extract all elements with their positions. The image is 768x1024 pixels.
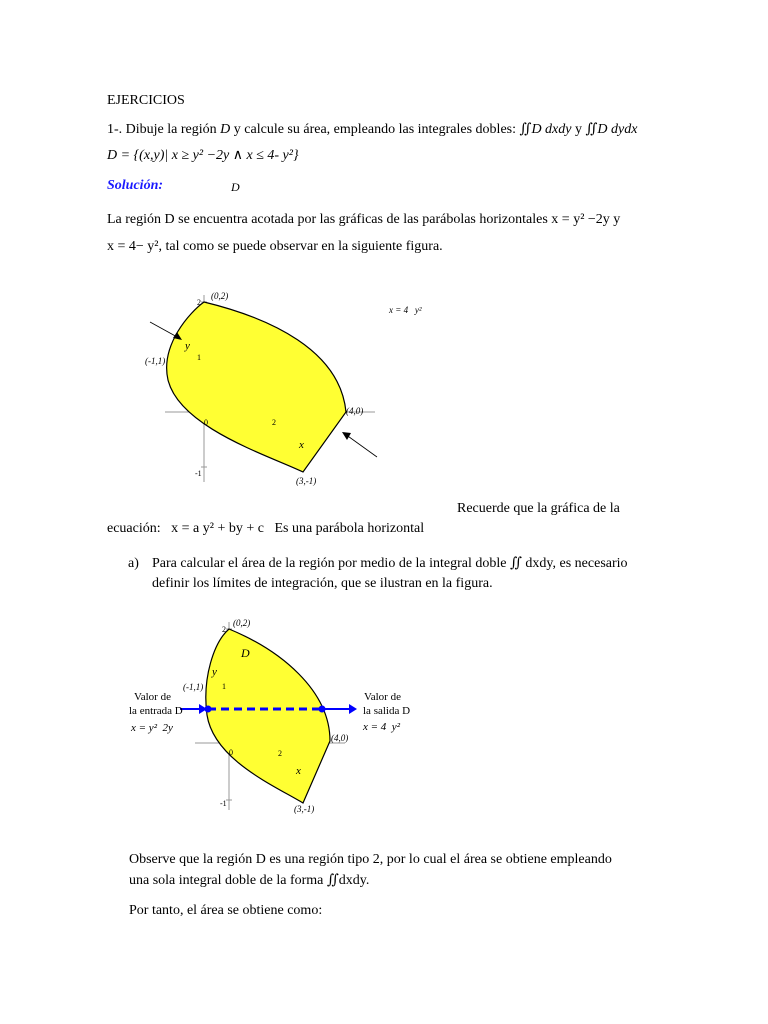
fig2-exit-line3: x = 4 y² [363,721,400,733]
fig2-label-d: D [241,646,250,660]
fig2-label-right: (4,0) [331,733,349,743]
fig2-exit-line2: la salida D [363,705,411,717]
exercise-text-b: y calcule su área, empleando las integrales dobles: [233,122,517,137]
solution-label: Solución: [107,178,164,193]
fig2-entry-point [205,706,212,713]
fig2-entry-line1: Valor de [134,691,171,703]
fig1-label-bottom: (3,-1) [296,476,317,486]
fig1-tick-2x: 2 [272,418,276,427]
fig2-label-y: y [212,666,217,678]
fig1-label-top: (0,2) [211,291,229,301]
fig2-tick-1y: 1 [222,682,226,691]
remember-line2: ecuación: x = a y² + by + c Es una parábola horizontal [107,521,425,536]
paragraph1-line1: La región D se encuentra acotada por las gráficas de las parábolas horizontales x = y² −2y y [107,212,621,227]
item-a-line2: definir los límites de integración, que se ilustran en la figura. [152,576,493,591]
exercise-integral-2: ∬D dydx [585,122,638,137]
item-a-marker: a) [128,556,139,571]
fig2-tick-2x: 2 [278,749,282,758]
fig1-label-right: (4,0) [346,406,364,416]
fig2-exit-point [319,706,326,713]
fig2-exit-line1: Valor de [364,691,401,703]
fig2-region [206,629,330,803]
fig1-label-y: y [185,340,190,352]
exercise-integral-1: ∬D dxdy [519,122,572,137]
fig2-tick-2y: 2 [222,625,226,634]
exercise-text-a: Dibuje la región [125,122,217,137]
fig2-entry-line2: la entrada D [129,705,183,717]
fig2-label-bottom: (3,-1) [294,804,315,814]
heading: EJERCICIOS [107,93,185,108]
fig1-tick-0: 0 [204,418,208,427]
fig1-label-x: x [299,439,304,451]
fig2-entry-line3: x = y² 2y [131,722,173,734]
fig1-label-left: (-1,1) [145,356,166,366]
fig2-tick-0: 0 [229,748,233,757]
fig1-tick-1y: 1 [197,353,201,362]
solution-d: D [231,180,240,194]
exercise-d: D [220,122,231,137]
item-a-line1: Para calcular el área de la región por medio de la integral doble ∬ dxdy, es necesario [152,556,628,571]
observe-line2: una sola integral doble de la forma ∬dxdy. [129,873,370,888]
fig2-label-x: x [296,765,301,777]
observe-line1: Observe que la región D es una región tipo 2, por lo cual el área se obtiene empleando [129,852,612,867]
exercise-number: 1-. [107,122,123,137]
fig1-label-eq: x = 4 y² [389,305,422,315]
fig2-label-top: (0,2) [233,618,251,628]
conclusion: Por tanto, el área se obtiene como: [129,903,323,918]
fig2-label-left: (-1,1) [183,682,204,692]
remember-line1: Recuerde que la gráfica de la [457,501,620,516]
exercise-y: y [574,122,582,137]
set-definition: D = {(x,y)| x ≥ y² −2y ∧ x ≤ 4- y²} [107,148,299,163]
fig1-tick-m1y: -1 [195,469,202,478]
fig2-tick-m1y: -1 [220,799,227,808]
fig1-tick-2y: 2 [197,298,201,307]
paragraph1-line2: x = 4− y², tal como se puede observar en la siguiente figura. [107,239,443,254]
